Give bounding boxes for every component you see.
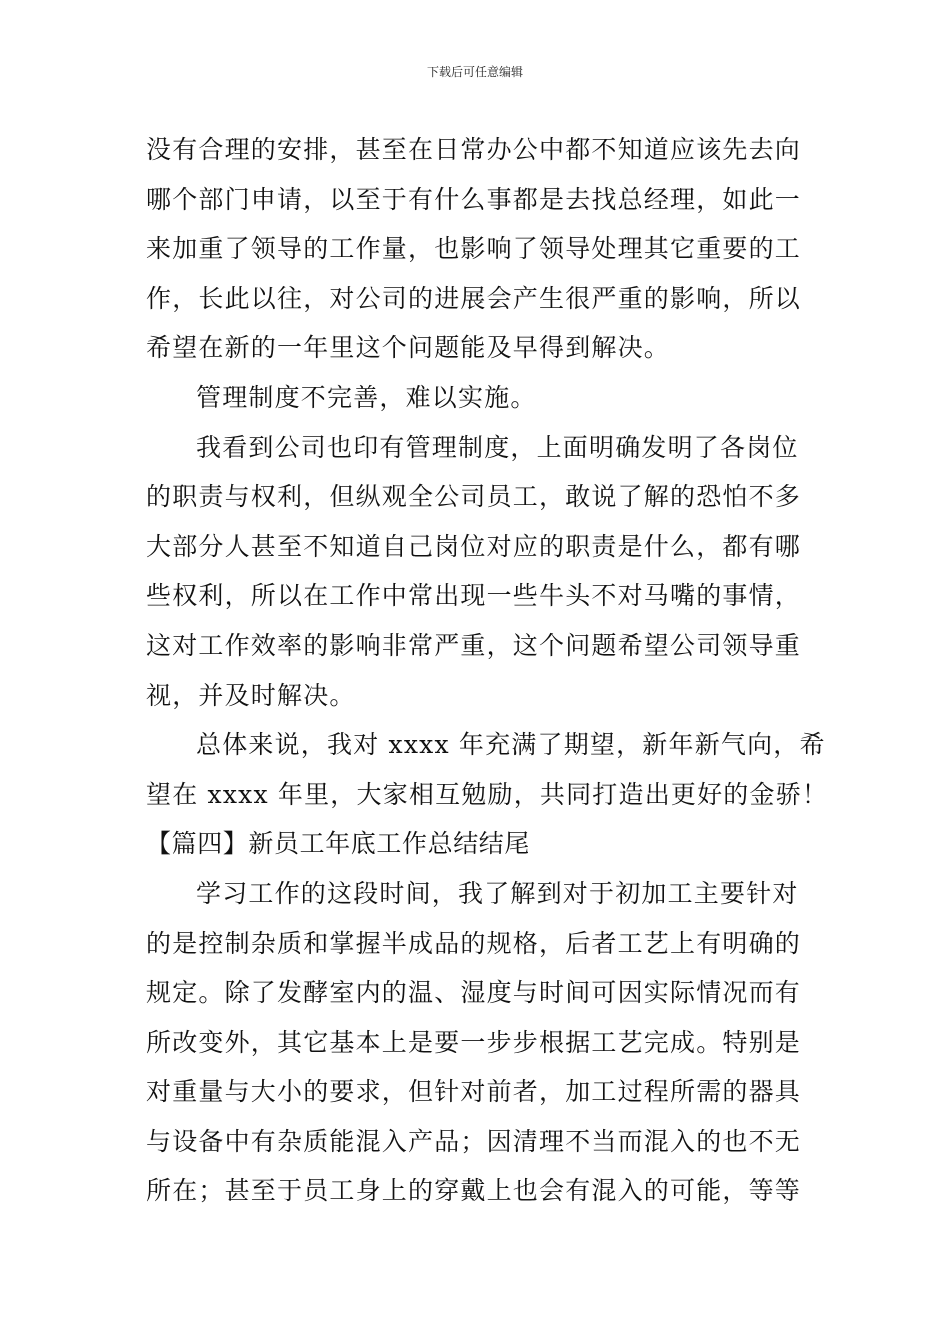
text-line: 望在 xxxx 年里，大家相互勉励，共同打造出更好的金骄！: [146, 779, 829, 809]
text-line: 视，并及时解决。: [146, 680, 356, 710]
text-line: 对重量与大小的要求，但针对前者，加工过程所需的器具: [146, 1077, 802, 1107]
text-line: 学习工作的这段时间，我了解到对于初加工主要针对: [196, 878, 799, 908]
text-line: 作，长此以往，对公司的进展会产生很严重的影响，所以: [146, 283, 802, 313]
text-line: 所在；甚至于员工身上的穿戴上也会有混入的可能，等等: [146, 1176, 802, 1206]
text-line: 总体来说，我对 xxxx 年充满了期望，新年新气向，希: [196, 730, 826, 760]
text-line: 与设备中有杂质能混入产品；因清理不当而混入的也不无: [146, 1126, 802, 1156]
text-line: 管理制度不完善，难以实施。: [196, 382, 537, 412]
text-line: 没有合理的安排，甚至在日常办公中都不知道应该先去向: [146, 135, 802, 164]
text-line: 哪个部门申请，以至于有什么事都是去找总经理，如此一: [146, 184, 802, 214]
section-heading: 【篇四】新员工年底工作总结结尾: [146, 829, 531, 859]
text-line: 希望在新的一年里这个问题能及早得到解决。: [146, 333, 671, 363]
text-line: 所改变外，其它基本上是要一步步根据工艺完成。特别是: [146, 1027, 802, 1057]
text-line: 大部分人甚至不知道自己岗位对应的职责是什么，都有哪: [146, 531, 802, 561]
document-body: [146, 125, 829, 1216]
text-line: 些权利，所以在工作中常出现一些牛头不对马嘴的事情，: [146, 581, 802, 611]
text-line: 我看到公司也印有管理制度，上面明确发明了各岗位: [196, 432, 799, 462]
text-line: 的职责与权利，但纵观全公司员工，敢说了解的恐怕不多: [146, 482, 802, 512]
text-line: 规定。除了发酵室内的温、湿度与时间可因实际情况而有: [146, 978, 802, 1008]
text-line: 来加重了领导的工作量，也影响了领导处理其它重要的工: [146, 234, 802, 264]
text-line: 这对工作效率的影响非常严重，这个问题希望公司领导重: [146, 630, 802, 660]
page-header: 下载后可任意编辑: [426, 65, 523, 79]
text-line: 的是控制杂质和掌握半成品的规格，后者工艺上有明确的: [146, 928, 802, 958]
